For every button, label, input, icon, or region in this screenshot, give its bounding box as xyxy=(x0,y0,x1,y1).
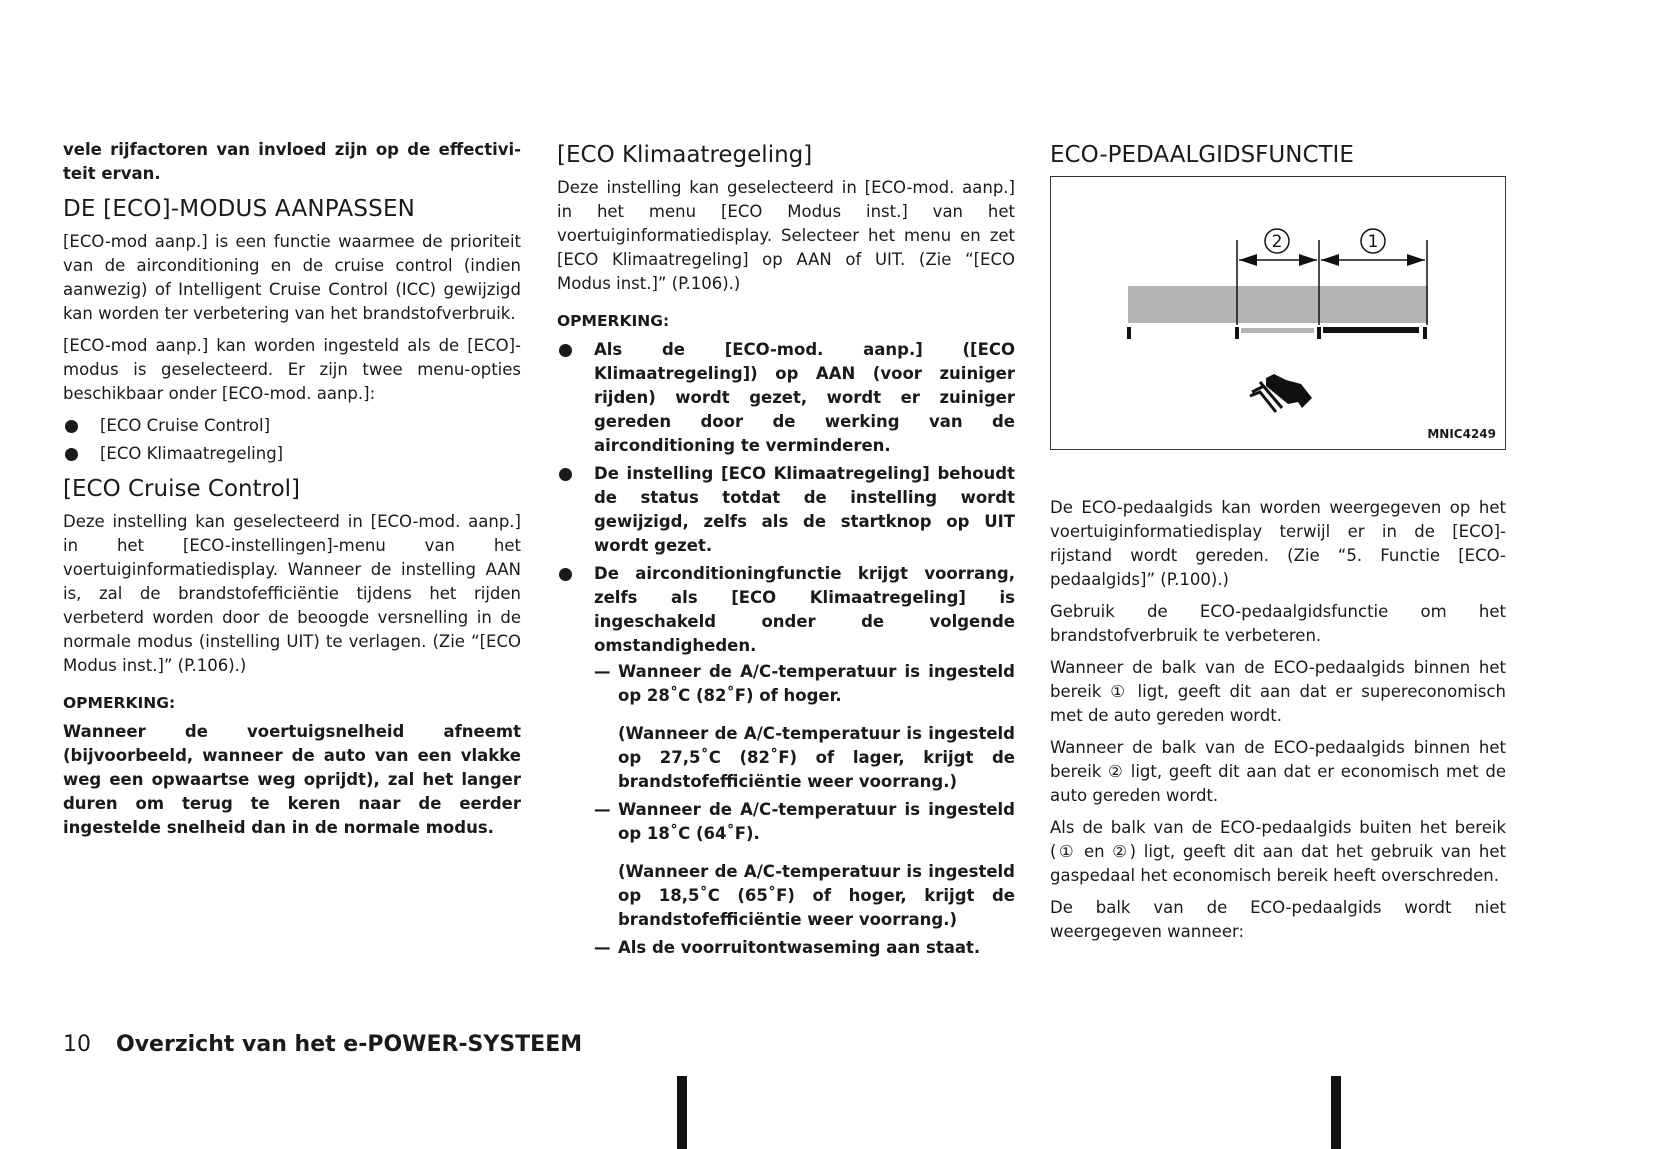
bullet-icon xyxy=(559,568,572,581)
svg-text:1: 1 xyxy=(1367,232,1379,252)
column-2 xyxy=(557,138,1015,968)
paragraph: Als de balk van de ECO-pedaalgids buiten het bereik (① en ②) ligt, geeft dit aan dat het gebruik van het gaspedaal het economisch bereik heeft overschreden. xyxy=(1050,818,1506,885)
note-list xyxy=(557,338,1015,960)
paragraph: De balk van de ECO-pedaalgids wordt niet weergegeven wanneer: xyxy=(1050,898,1506,941)
pedal-bar xyxy=(1128,286,1428,323)
page-footer xyxy=(63,1032,582,1057)
list-item: Als de [ECO-mod. aanp.] ([ECO Klimaatregeling]) op AAN (voor zuiniger rijden) wordt gezet, wordt er zuiniger gereden door de werking van de airconditioning te verminderen. xyxy=(557,338,1015,458)
conditions-list xyxy=(557,660,1015,960)
list-item: [ECO Klimaatregeling] xyxy=(63,442,521,466)
heading-eco-mode-adjust: DE [ECO]-MODUS AANPASSEN xyxy=(63,196,416,222)
options-list xyxy=(63,414,521,466)
bullet-icon xyxy=(559,468,572,481)
paragraph: Deze instelling kan geselecteerd in [ECO-mod. aanp.] in het [ECO-instellingen]-menu van het voertuiginformatiedisplay. Wanneer de instelling AAN is, zal de brandstofefficiëntie tijdens het rijden verbeterd worden door de beoogde versnelling in de normale modus (instelling UIT) te verlagen. (Zie “[ECO Modus inst.]” (P.106).) xyxy=(63,512,521,675)
heading-eco-climate: [ECO Klimaatregeling] xyxy=(557,142,813,168)
list-item: De instelling [ECO Klimaatregeling] behoudt de status totdat de instelling wordt gewijzigd, zelfs als de startknop op UIT wordt gezet. xyxy=(557,462,1015,558)
list-item: De airconditioningfunctie krijgt voorrang, zelfs als [ECO Klimaatregeling] is ingeschakeld onder de volgende omstandigheden. — Wanneer de A/C-temperatuur is ingesteld op 28˚C (82˚F) of hoger. (Wanneer de A/C-temperatuur is ingesteld op 27,5˚C (82˚F) of lager, krijgt de brandstofefficiëntie weer voorrang.) — Wanneer de A/C-temperatuur is ingesteld op 18˚C (64˚F). (Wanneer de A/C-temperatuur is ingesteld op 18,5˚C (65˚F) of hoger, krijgt de brandstofefficiëntie weer voorrang.) — Als de voorruitontwaseming aan staat. xyxy=(557,562,1015,960)
eco-pedal-guide-figure xyxy=(1050,176,1506,450)
crop-mark xyxy=(677,1076,687,1149)
bullet-icon xyxy=(65,420,78,433)
note-title: OPMERKING: xyxy=(63,694,176,712)
accelerator-pedal-foot-icon xyxy=(1250,374,1312,412)
heading-eco-cruise-control: [ECO Cruise Control] xyxy=(63,476,301,502)
eco-pedal-guide-diagram xyxy=(1051,177,1505,449)
list-item: [ECO Cruise Control] xyxy=(63,414,521,438)
paragraph: Deze instelling kan geselecteerd in [ECO-mod. aanp.] in het menu [ECO Modus inst.] van het voertuiginformatiedisplay. Selecteer het menu en zet [ECO Klimaatregeling] op AAN of UIT. (Zie “[ECO Modus inst.]” (P.106).) xyxy=(557,178,1015,293)
dash-icon: — xyxy=(594,800,611,819)
heading-eco-pedal-guide: ECO-PEDAALGIDSFUNCTIE xyxy=(1050,142,1354,168)
figure-label: MNIC4249 xyxy=(1427,427,1496,441)
paragraph: Wanneer de balk van de ECO-pedaalgids binnen het bereik ② ligt, geeft dit aan dat er economisch met de auto gereden wordt. xyxy=(1050,738,1506,805)
paragraph: De ECO-pedaalgids kan worden weergegeven op het voertuiginformatiedisplay terwijl er in de [ECO]-rijstand wordt gereden. (Zie “5. Functie [ECO-pedaalgids]” (P.100).) xyxy=(1050,498,1506,589)
bullet-icon xyxy=(65,448,78,461)
svg-text:2: 2 xyxy=(1271,232,1283,252)
condition-sub-note: (Wanneer de A/C-temperatuur is ingesteld op 18,5˚C (65˚F) of hoger, krijgt de brandstofefficiëntie weer voorrang.) xyxy=(618,862,1015,929)
condition-sub-note: (Wanneer de A/C-temperatuur is ingesteld op 27,5˚C (82˚F) of lager, krijgt de brandstofefficiëntie weer voorrang.) xyxy=(618,724,1015,791)
note-title: OPMERKING: xyxy=(557,312,670,330)
intro-text: vele rijfactoren van invloed zijn op de effectivi-teit ervan. xyxy=(63,140,521,183)
column-1 xyxy=(63,138,521,848)
condition-item: — Wanneer de A/C-temperatuur is ingesteld op 18˚C (64˚F). (Wanneer de A/C-temperatuur is ingesteld op 18,5˚C (65˚F) of hoger, krijgt de brandstofefficiëntie weer voorrang.) xyxy=(594,798,1015,932)
column-3 xyxy=(1050,138,1506,952)
condition-item: — Als de voorruitontwaseming aan staat. xyxy=(594,936,1015,960)
condition-item: — Wanneer de A/C-temperatuur is ingesteld op 28˚C (82˚F) of hoger. (Wanneer de A/C-temperatuur is ingesteld op 27,5˚C (82˚F) of lager, krijgt de brandstofefficiëntie weer voorrang.) xyxy=(594,660,1015,794)
dash-icon: — xyxy=(594,662,611,681)
page-number: 10 xyxy=(63,1032,91,1057)
paragraph: Wanneer de balk van de ECO-pedaalgids binnen het bereik ① ligt, geeft dit aan dat er supereconomisch met de auto gereden wordt. xyxy=(1050,658,1506,725)
paragraph: [ECO-mod aanp.] is een functie waarmee de prioriteit van de airconditioning en de cruise control (indien aanwezig) of Intelligent Cruise Control (ICC) gewijzigd kan worden ter verbetering van het brandstofverbruik. xyxy=(63,232,521,323)
bullet-icon xyxy=(559,344,572,357)
paragraph: Gebruik de ECO-pedaalgidsfunctie om het brandstofverbruik te verbeteren. xyxy=(1050,602,1506,645)
crop-mark xyxy=(1331,1076,1341,1149)
dash-icon: — xyxy=(594,938,611,957)
paragraph: [ECO-mod aanp.] kan worden ingesteld als de [ECO]-modus is geselecteerd. Er zijn twee menu-opties beschikbaar onder [ECO-mod. aanp.]: xyxy=(63,336,521,403)
section-title: Overzicht van het e-POWER-SYSTEEM xyxy=(116,1032,583,1057)
note-text: Wanneer de voertuigsnelheid afneemt (bijvoorbeeld, wanneer de auto van een vlakke weg een opwaartse weg oprijdt), zal het langer duren om terug te keren naar de eerder ingestelde snelheid dan in de normale modus. xyxy=(63,722,521,837)
